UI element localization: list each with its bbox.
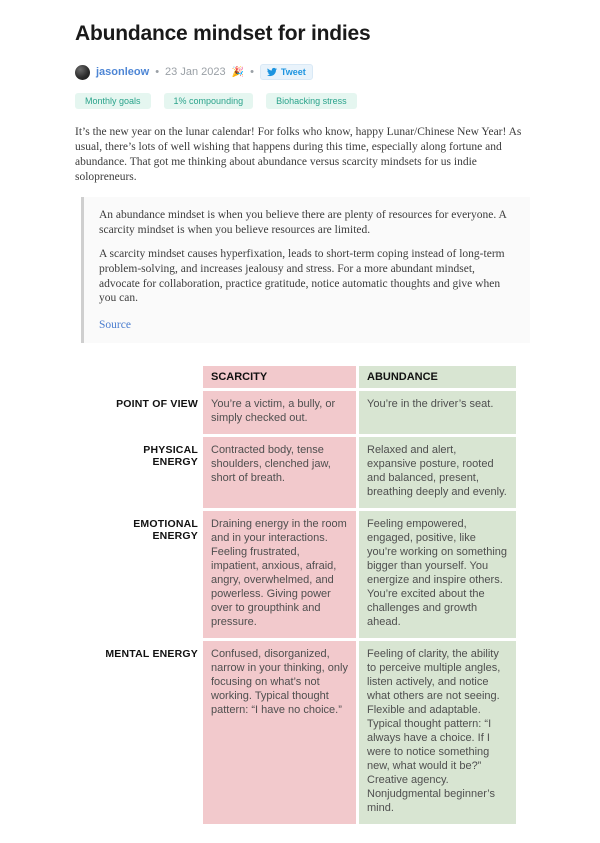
table-row-point-of-view [100, 391, 516, 434]
page-title: Abundance mindset for indies [75, 22, 371, 45]
cell-abundance-point-of-view: You’re in the driver’s seat. [359, 391, 516, 434]
quote-paragraph-2: A scarcity mindset causes hyperfixation, leads to short-term coping instead of long-term problem-solving, and increases jealousy and stress. For a more abundant mindset, advocate for collaboration, practice gratitude, notice automatic thoughts and give when you can. [99, 247, 505, 305]
quote-paragraph-1: An abundance mindset is when you believe there are plenty of resources for everyone. A scarcity mindset is when you believe resources are limited. [99, 208, 507, 236]
header-spacer-cell [100, 366, 200, 388]
twitter-icon [267, 67, 277, 77]
row-label-point-of-view: POINT OF VIEW [100, 391, 200, 434]
tweet-button-label: Tweet [280, 67, 306, 77]
quote-block [81, 197, 530, 344]
cell-scarcity-emotional-energy: Draining energy in the room and in your interactions. Feeling frustrated, impatient, anxious, afraid, angry, overwhelmed, and powerless. Giving power over to groupthink and pressure. [203, 511, 356, 638]
tweet-button[interactable] [260, 64, 313, 80]
cell-scarcity-point-of-view: You’re a victim, a bully, or simply checked out. [203, 391, 356, 434]
tag-list [75, 93, 530, 109]
row-label-mental-energy: MENTAL ENERGY [100, 641, 200, 824]
party-popper-emoji: 🎉 [231, 66, 245, 78]
cell-scarcity-physical-energy: Contracted body, tense shoulders, clenched jaw, short of breath. [203, 437, 356, 508]
table-row-mental-energy [100, 641, 516, 824]
table-row-emotional-energy [100, 511, 516, 638]
cell-abundance-emotional-energy: Feeling empowered, engaged, positive, like you’re working on something bigger than yourself. You energize and inspire others. You’re excited about the challenges and growth ahead. [359, 511, 516, 638]
column-header-abundance: ABUNDANCE [359, 366, 516, 388]
tag-1-percent-compounding[interactable]: 1% compounding [164, 93, 254, 109]
avatar[interactable] [75, 65, 90, 80]
source-link[interactable]: Source [99, 319, 131, 332]
comparison-table [97, 363, 519, 827]
tag-biohacking-stress[interactable]: Biohacking stress [266, 93, 357, 109]
row-label-emotional-energy: EMOTIONAL ENERGY [100, 511, 200, 638]
table-row-physical-energy [100, 437, 516, 508]
cell-scarcity-mental-energy: Confused, disorganized, narrow in your thinking, only focusing on what’s not working. Typical thought pattern: “I have no choice.” [203, 641, 356, 824]
intro-paragraph: It’s the new year on the lunar calendar! For folks who know, happy Lunar/Chinese New Year! As usual, there’s lots of well wishing that happens during this time, especially along fortune and abundance. That got me thinking about abundance versus scarcity mindsets for us indie solopreneurs. [75, 126, 522, 183]
author-link[interactable]: jasonleow [96, 66, 150, 78]
cell-abundance-mental-energy: Feeling of clarity, the ability to perceive multiple angles, listen actively, and notice what others are not seeing. Flexible and adaptable. Typical thought pattern: “I always have a choice. If I were to notice something new, what would it be?” Creative agency. Nonjudgmental beginner’s mind. [359, 641, 516, 824]
column-header-scarcity: SCARCITY [203, 366, 356, 388]
tag-monthly-goals[interactable]: Monthly goals [75, 93, 151, 109]
cell-abundance-physical-energy: Relaxed and alert, expansive posture, rooted and balanced, present, breathing deeply and evenly. [359, 437, 516, 508]
byline-dot-1: • [155, 66, 160, 78]
post-date: 23 Jan 2023 [165, 66, 226, 78]
row-label-physical-energy: PHYSICAL ENERGY [100, 437, 200, 508]
table-header-row [100, 366, 516, 388]
byline-dot-2: • [250, 66, 254, 78]
byline [75, 64, 530, 80]
